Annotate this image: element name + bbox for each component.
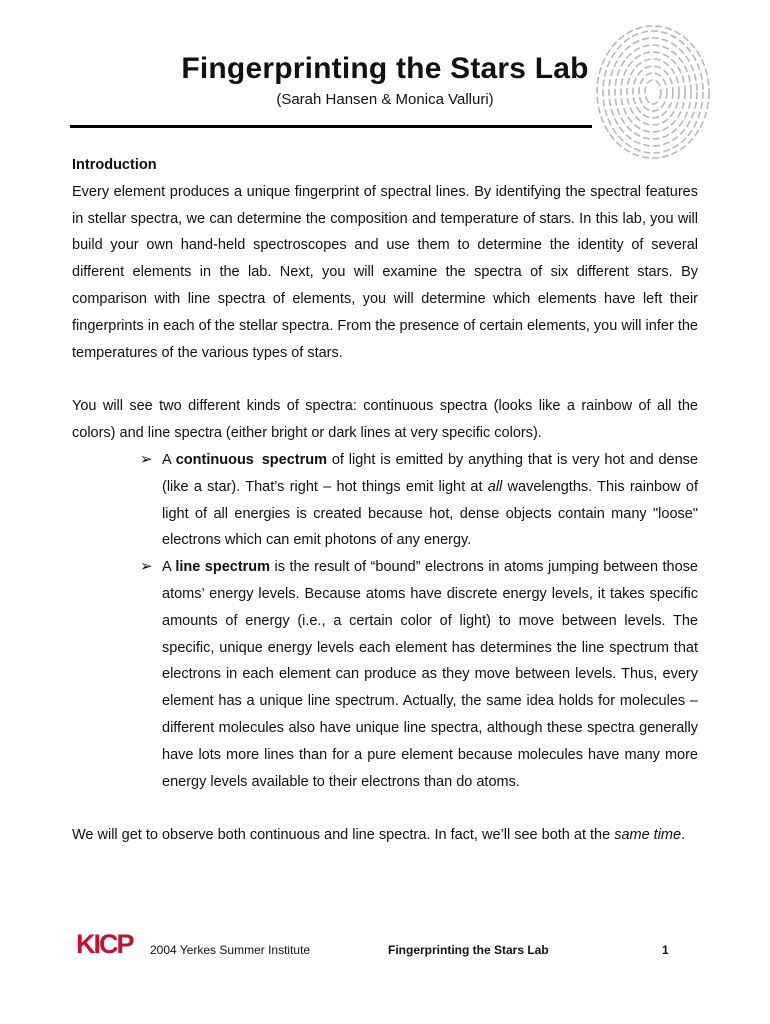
footer-doc-title: Fingerprinting the Stars Lab xyxy=(388,943,549,957)
intro-paragraph: Every element produces a unique fingerprint of spectral lines. By identifying the spectral features in stellar spectra, we can determine the composition and temperature of stars. In this lab, you will build your own hand-held spectroscopes and use them to determine the identity of several different elements in the lab. Next, you will examine the spectra of six different stars. By comparison with line spectra of elements, you will determine which elements have left their fingerprints in each of the stellar spectra. From the presence of certain elements, you will infer the temperatures of the various types of stars. xyxy=(72,183,698,361)
list-item: ➢ A continuous spectrum of light is emitted by anything that is very hot and dense (like a star). That’s right – hot things emit light at all wavelengths. This rainbow of light of all energies is created because hot, dense objects contain many "loose" electrons which can emit photons of any energy. xyxy=(162,447,698,554)
main-content xyxy=(72,152,698,849)
spectra-list xyxy=(72,447,698,795)
section-heading: Introduction xyxy=(72,157,157,173)
arrow-bullet-icon: ➢ xyxy=(140,558,153,576)
kinds-paragraph: You will see two different kinds of spectra: continuous spectra (looks like a rainbow of all the colors) and line spectra (either bright or dark lines at very specific colors). xyxy=(72,398,698,442)
title-rule xyxy=(70,125,592,128)
closing-paragraph: We will get to observe both continuous and line spectra. In fact, we’ll see both at the same time. xyxy=(72,827,686,844)
fingerprint-icon xyxy=(588,20,718,160)
page-title: Fingerprinting the Stars Lab xyxy=(181,52,589,85)
term-line-spectrum: line spectrum xyxy=(175,559,271,576)
term-continuous-spectrum: continuous spectrum xyxy=(175,451,327,468)
footer-institute: 2004 Yerkes Summer Institute xyxy=(150,943,311,957)
authors: (Sarah Hansen & Monica Valluri) xyxy=(276,91,494,108)
kicp-logo xyxy=(76,930,146,956)
svg-text:KICP: KICP xyxy=(76,930,133,956)
page-number: 1 xyxy=(662,943,669,957)
page-footer xyxy=(0,928,770,968)
arrow-bullet-icon: ➢ xyxy=(140,450,153,468)
list-item: ➢ A line spectrum is the result of “bound” electrons in atoms jumping between those atoms’ energy levels. Because atoms have discrete energy levels, it takes specific amounts of energy (i.e., a certain color of light) to move between levels. The specific, unique energy levels each element has determines the line spectrum that electrons in each element can produce as they move between levels. Thus, every element has a unique line spectrum. Actually, the same idea holds for molecules – different molecules also have unique line spectra, although these spectra generally have lots more lines than for a pure element because molecules have many more energy levels available to their electrons than do atoms. xyxy=(162,554,698,795)
